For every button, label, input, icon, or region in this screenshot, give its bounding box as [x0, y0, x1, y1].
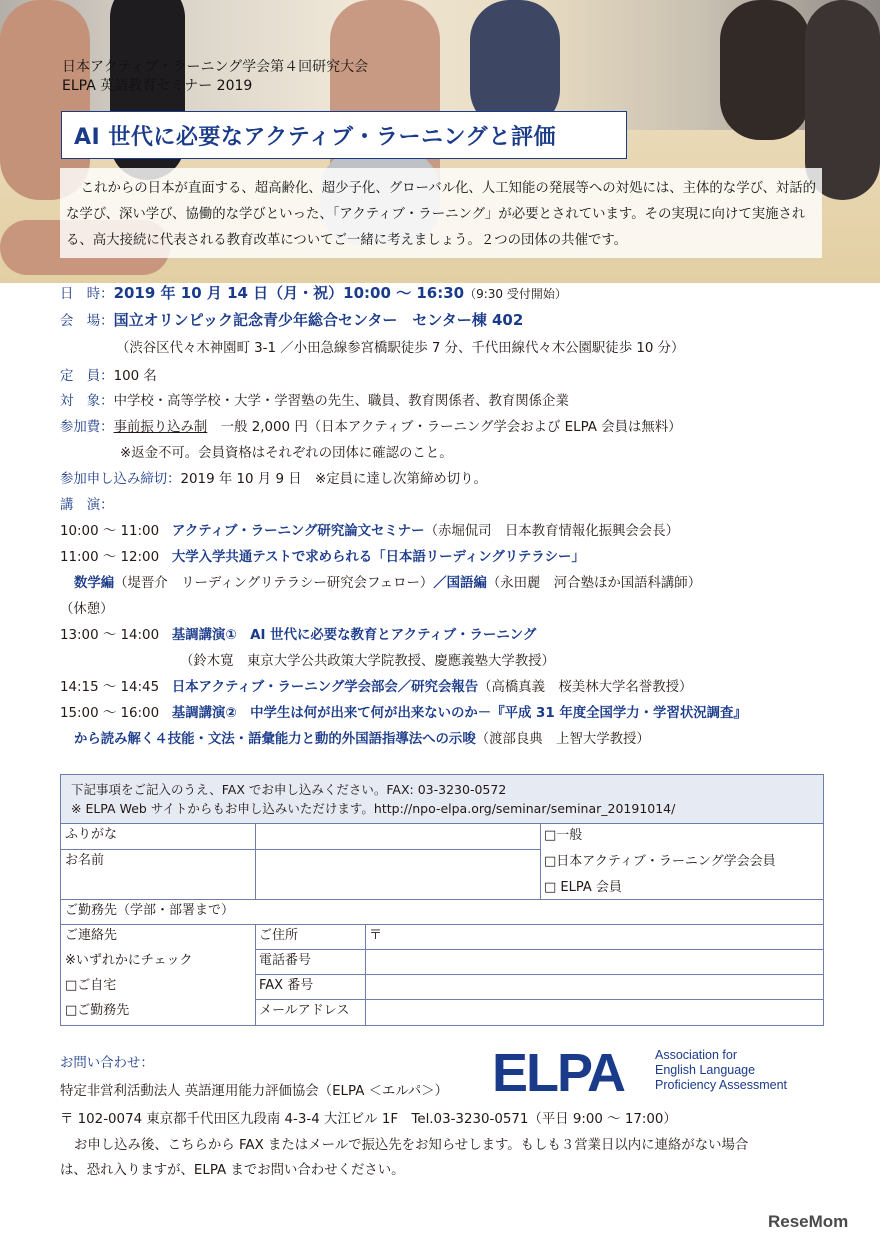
logo-subtitle: [655, 1048, 787, 1093]
session-time: 10:00 〜 11:00: [60, 524, 160, 539]
fax-instruction: 下記事項をご記入のうえ、FAX でお申し込みください。FAX: 03-3230-0572: [71, 782, 507, 797]
break-label: （休憩）: [60, 602, 114, 617]
web-instruction: ※ ELPA Web サイトからもお申し込みいただけます。http://npo-elpa.org/seminar/seminar_20191014/: [71, 801, 676, 816]
contact-address: 〒 102-0074 東京都千代田区九段南 4-3-4 大江ビル 1F Tel.03-3230-0571（平日 9:00 〜 17:00）: [60, 1112, 677, 1127]
checkbox-work[interactable]: □ご勤務先: [65, 1003, 130, 1018]
capacity-value: 100 名: [113, 369, 157, 384]
venue-access: （渋谷区代々木神園町 3-1 ／小田急線参宮橋駅徒歩 7 分、千代田線代々木公園駅徒歩 10 分）: [116, 341, 685, 356]
session-title: 大学入学共通テストで求められる「日本語リーディングリテラシー」: [171, 550, 585, 565]
lectures-label: 講 演：: [60, 498, 114, 513]
workplace-label: ご勤務先（学部・部署まで）: [65, 903, 235, 918]
logo-word: ELPA: [492, 1043, 625, 1103]
logo-line-3: Proficiency Assessment: [655, 1078, 787, 1092]
session-title-cont: から読み解く４技能・文法・語彙能力と動的外国語指導法への示唆: [74, 732, 476, 747]
checkbox-general[interactable]: □一般: [544, 828, 583, 843]
seminar-name: ELPA 英語教育セミナー 2019: [62, 78, 253, 94]
logo-line-1: Association for: [655, 1048, 737, 1062]
email-label: メールアドレス: [259, 1003, 350, 1018]
session-time: 15:00 〜 16:00: [60, 706, 160, 721]
watermark: ReseMom: [768, 1212, 849, 1231]
intro-text: これからの日本が直面する、超高齢化、超少子化、グローバル化、人工知能の発展等への対処には、主体的な学び、対話的な学び、深い学び、協働的な学びといった、「アクティブ・ラーニング」が必要とされています。その実現に向けて実施される、高大接続に代表される教育改革についてご一緒に考えましょう。２つの団体の共催です。: [60, 168, 822, 258]
venue-row: [60, 309, 523, 330]
checkbox-elpa-member[interactable]: □ ELPA 会員: [544, 880, 622, 895]
math-part: 数学編: [74, 576, 115, 591]
session-speaker: （渡部良典 上智大学教授）: [475, 732, 650, 747]
part-separator: ／: [433, 576, 447, 591]
contact-label: ご連絡先: [65, 928, 118, 943]
date-note: （9:30 受付開始）: [464, 287, 567, 301]
deadline-label: 参加申し込み締切：: [60, 472, 181, 487]
session-2: [60, 546, 585, 565]
japanese-part: 国語編: [446, 576, 487, 591]
session-title: アクティブ・ラーニング研究論文セミナー: [171, 524, 425, 539]
phone-label: 電話番号: [259, 953, 312, 968]
fee-label: 参加費：: [60, 420, 114, 435]
target-value: 中学校・高等学校・大学・学習塾の先生、職員、教育関係者、教育関係企業: [113, 394, 569, 409]
fee-note: ※返金不可。会員資格はそれぞれの団体に確認のこと。: [120, 446, 453, 461]
session-1: [60, 520, 679, 539]
email-field[interactable]: [367, 1000, 823, 1025]
event-name: 日本アクティブ・ラーニング学会第４回研究大会: [62, 59, 369, 75]
session-time: 13:00 〜 14:00: [60, 628, 160, 643]
date-row: [60, 282, 567, 303]
contact-note: ※いずれかにチェック: [65, 953, 193, 968]
session-5-cont: [74, 728, 650, 747]
name-field[interactable]: [257, 850, 539, 899]
phone-field[interactable]: [367, 950, 823, 974]
page-title: AI 世代に必要なアクティブ・ラーニングと評価: [74, 124, 556, 150]
venue-value: 国立オリンピック記念青少年総合センター センター棟 402: [113, 311, 524, 329]
furigana-field[interactable]: [257, 824, 539, 849]
furigana-label: ふりがな: [65, 827, 118, 842]
postal-mark: 〒: [369, 928, 383, 943]
session-title: 日本アクティブ・ラーニング学会部会／研究会報告: [171, 680, 479, 695]
page-title-box: [61, 111, 627, 159]
checkbox-al-member[interactable]: □日本アクティブ・ラーニング学会会員: [544, 854, 776, 869]
event-subtitle: [62, 58, 368, 96]
venue-label: 会 場：: [60, 314, 114, 329]
capacity-row: [60, 365, 157, 384]
japanese-speaker: （永田麗 河合塾ほか国語科講師）: [486, 576, 702, 591]
target-label: 対 象：: [60, 394, 114, 409]
logo-line-2: English Language: [655, 1063, 756, 1077]
name-label: お名前: [65, 853, 105, 868]
application-form: [60, 774, 824, 1026]
contact-note-2: は、恐れ入りますが、ELPA までお問い合わせください。: [60, 1163, 405, 1178]
workplace-field[interactable]: [257, 900, 823, 924]
capacity-label: 定 員：: [60, 369, 114, 384]
form-instructions: [61, 775, 823, 824]
session-speaker: （高橋真義 桜美林大学名誉教授）: [478, 680, 693, 695]
session-speaker: （鈴木寛 東京大学公共政策大学院教授、慶應義塾大学教授）: [180, 654, 555, 669]
fax-label: FAX 番号: [259, 978, 314, 993]
fax-field[interactable]: [367, 975, 823, 999]
address-label: ご住所: [259, 928, 299, 943]
session-4: [60, 676, 692, 695]
contact-label: お問い合わせ：: [60, 1056, 154, 1071]
deadline-row: [60, 468, 487, 487]
fee-value: 一般 2,000 円（日本アクティブ・ラーニング学会および ELPA 会員は無料）: [207, 420, 682, 435]
date-value: 2019 年 10 月 14 日（月・祝）10:00 〜 16:30: [113, 284, 465, 302]
deadline-value: 2019 年 10 月 9 日 ※定員に達し次第締め切り。: [180, 472, 487, 487]
fee-row: [60, 416, 682, 435]
session-title: 基調講演① AI 世代に必要な教育とアクティブ・ラーニング: [171, 628, 537, 643]
target-row: [60, 390, 569, 409]
session-2-parts: [74, 572, 701, 591]
contact-org: 特定非営利活動法人 英語運用能力評価協会（ELPA ＜エルパ＞）: [60, 1084, 449, 1099]
session-time: 14:15 〜 14:45: [60, 680, 160, 695]
session-time: 11:00 〜 12:00: [60, 550, 160, 565]
checkbox-home[interactable]: □ご自宅: [65, 978, 117, 993]
session-3: [60, 624, 536, 643]
contact-note-1: お申し込み後、こちらから FAX またはメールで振込先をお知らせします。もしも３営業日以内に連絡がない場合: [74, 1138, 749, 1153]
elpa-logo: [492, 1043, 822, 1103]
session-speaker: （赤堀侃司 日本教育情報化振興会会長）: [424, 524, 679, 539]
fee-method: 事前振り込み制: [113, 420, 208, 435]
session-title: 基調講演② 中学生は何が出来て何が出来ないのか－『平成 31 年度全国学力・学習状況調査』: [171, 706, 747, 721]
date-label: 日 時：: [60, 287, 114, 302]
math-speaker: （堤晋介 リーディングリテラシー研究会フェロー）: [114, 576, 434, 591]
session-5: [60, 702, 747, 721]
